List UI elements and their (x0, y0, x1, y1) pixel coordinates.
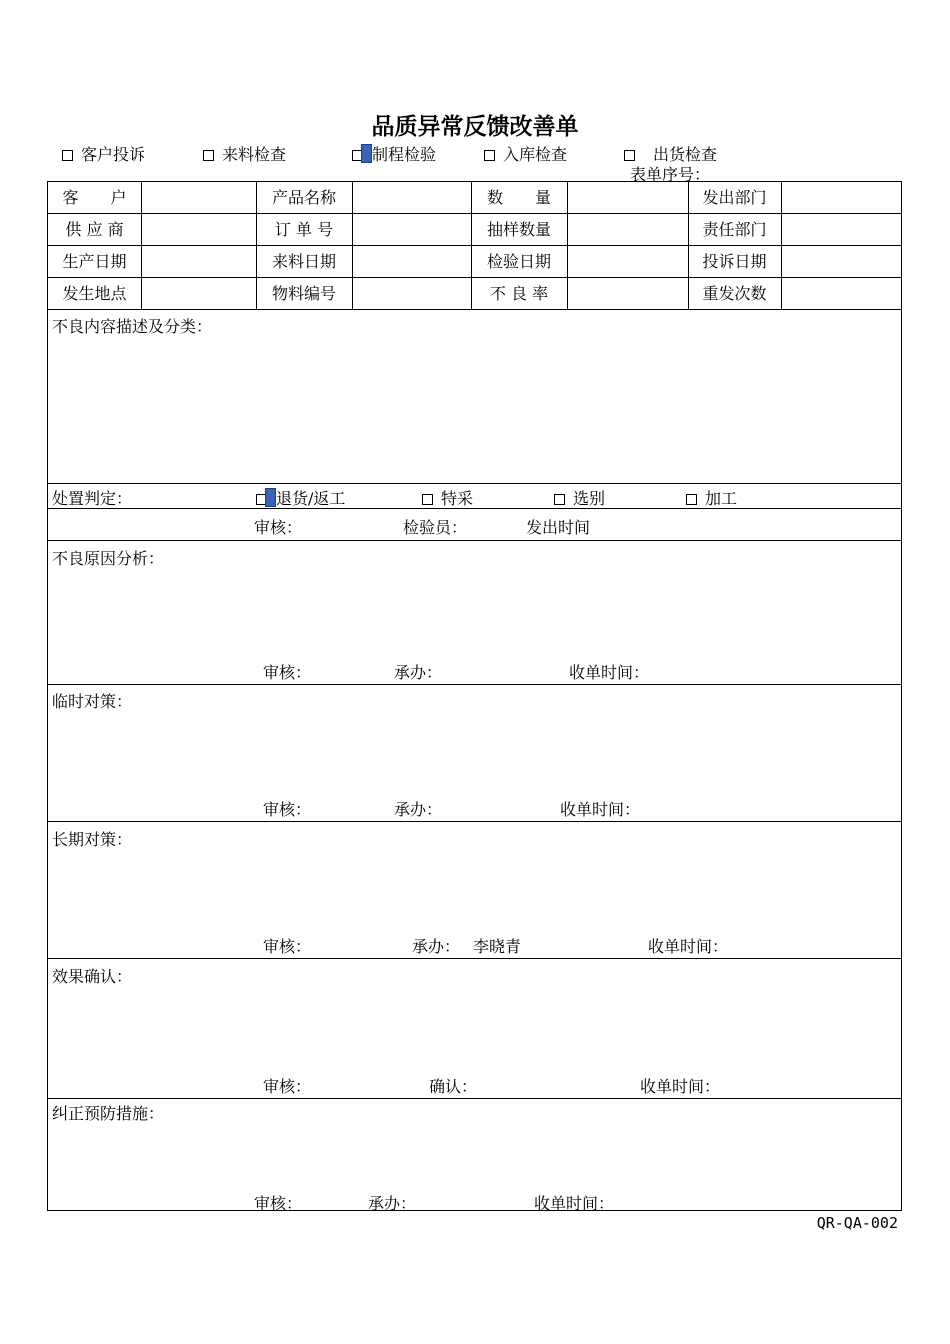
option-label: 加工 (705, 489, 738, 508)
corrective-review-label: 审核： (254, 1194, 303, 1213)
option-label: 来料检查 (222, 145, 287, 164)
option-label: 退货/返工 (276, 489, 346, 508)
corrective-preventive-label: 纠正预防措施： (52, 1104, 165, 1123)
quality-form (47, 181, 902, 1211)
option-customer-complaint[interactable] (62, 142, 145, 165)
longterm-review-label: 审核： (263, 937, 312, 956)
checkbox[interactable] (624, 150, 635, 161)
option-label: 出货检查 (653, 145, 718, 164)
label-location: 发生地点 (62, 284, 127, 303)
checkbox[interactable] (62, 150, 73, 161)
field-incoming-date[interactable] (353, 246, 471, 278)
field-issuing-dept[interactable] (782, 182, 902, 214)
defect-description-label: 不良内容描述及分类： (52, 317, 213, 336)
label-responsible-dept: 责任部门 (702, 220, 767, 239)
label-incoming-date: 来料日期 (271, 252, 336, 271)
option-sorting[interactable] (554, 486, 605, 509)
option-special-acceptance[interactable] (422, 486, 473, 509)
text-cursor-marker (265, 488, 276, 507)
form-title: 品质异常反馈改善单 (371, 114, 579, 140)
label-defect-rate: 不 良 率 (489, 284, 549, 303)
option-warehouse-inspection[interactable] (484, 142, 567, 165)
label-order-number: 订 单 号 (274, 220, 334, 239)
field-recurrence-count[interactable] (782, 278, 902, 310)
label-quantity: 数 量 (486, 188, 551, 207)
option-label: 制程检验 (372, 145, 437, 164)
label-production-date: 生产日期 (62, 252, 127, 271)
field-material-code[interactable] (353, 278, 471, 310)
cause-analysis-label: 不良原因分析： (52, 549, 165, 568)
field-product-name[interactable] (353, 182, 471, 214)
option-processing[interactable] (686, 486, 737, 509)
field-supplier[interactable] (142, 214, 256, 246)
serial-number-label: 表单序号： (630, 165, 711, 184)
longterm-receive-time-label: 收单时间： (648, 937, 729, 956)
effect-confirm-label: 确认： (429, 1077, 478, 1096)
option-process-inspection[interactable] (352, 142, 436, 165)
checkbox[interactable] (422, 494, 433, 505)
option-incoming-inspection[interactable] (203, 142, 286, 165)
label-customer: 客 户 (62, 188, 127, 207)
cause-receive-time-label: 收单时间： (569, 663, 650, 682)
label-product-name: 产品名称 (271, 188, 336, 207)
option-label: 特采 (441, 489, 474, 508)
cause-review-label: 审核： (263, 663, 312, 682)
inspector-label: 检验员： (403, 518, 468, 537)
field-location[interactable] (142, 278, 256, 310)
option-label: 客户投诉 (81, 145, 146, 164)
label-material-code: 物料编号 (271, 284, 336, 303)
field-customer[interactable] (142, 182, 256, 214)
temporary-handler-label: 承办： (394, 800, 443, 819)
field-complaint-date[interactable] (782, 246, 902, 278)
longterm-handler-name: 李晓青 (473, 937, 522, 956)
option-return-rework[interactable] (256, 486, 345, 509)
effect-review-label: 审核： (263, 1077, 312, 1096)
disposition-review-label: 审核： (254, 518, 303, 537)
field-inspection-date[interactable] (568, 246, 688, 278)
cause-handler-label: 承办： (394, 663, 443, 682)
issue-time-label: 发出时间 (526, 518, 591, 537)
label-issuing-dept: 发出部门 (702, 188, 767, 207)
disposition-label: 处置判定： (52, 489, 133, 508)
checkbox[interactable] (554, 494, 565, 505)
temporary-receive-time-label: 收单时间： (560, 800, 641, 819)
temporary-measure-label: 临时对策： (52, 692, 133, 711)
option-label: 选别 (573, 489, 606, 508)
field-responsible-dept[interactable] (782, 214, 902, 246)
field-defect-rate[interactable] (568, 278, 688, 310)
longterm-handler-label: 承办： (412, 937, 461, 956)
option-label: 入库检查 (503, 145, 568, 164)
label-recurrence-count: 重发次数 (702, 284, 767, 303)
corrective-receive-time-label: 收单时间： (534, 1194, 615, 1213)
checkbox[interactable] (484, 150, 495, 161)
effect-receive-time-label: 收单时间： (640, 1077, 721, 1096)
label-inspection-date: 检验日期 (486, 252, 551, 271)
longterm-measure-label: 长期对策： (52, 830, 133, 849)
field-sample-quantity[interactable] (568, 214, 688, 246)
form-code: QR-QA-002 (816, 1214, 898, 1232)
effect-confirmation-label: 效果确认： (52, 967, 133, 986)
label-sample-quantity: 抽样数量 (486, 220, 551, 239)
text-cursor-marker (361, 144, 372, 163)
corrective-handler-label: 承办： (368, 1194, 417, 1213)
field-production-date[interactable] (142, 246, 256, 278)
label-supplier: 供 应 商 (65, 220, 124, 239)
label-complaint-date: 投诉日期 (702, 252, 767, 271)
field-quantity[interactable] (568, 182, 688, 214)
checkbox[interactable] (686, 494, 697, 505)
field-order-number[interactable] (353, 214, 471, 246)
temporary-review-label: 审核： (263, 800, 312, 819)
checkbox[interactable] (203, 150, 214, 161)
